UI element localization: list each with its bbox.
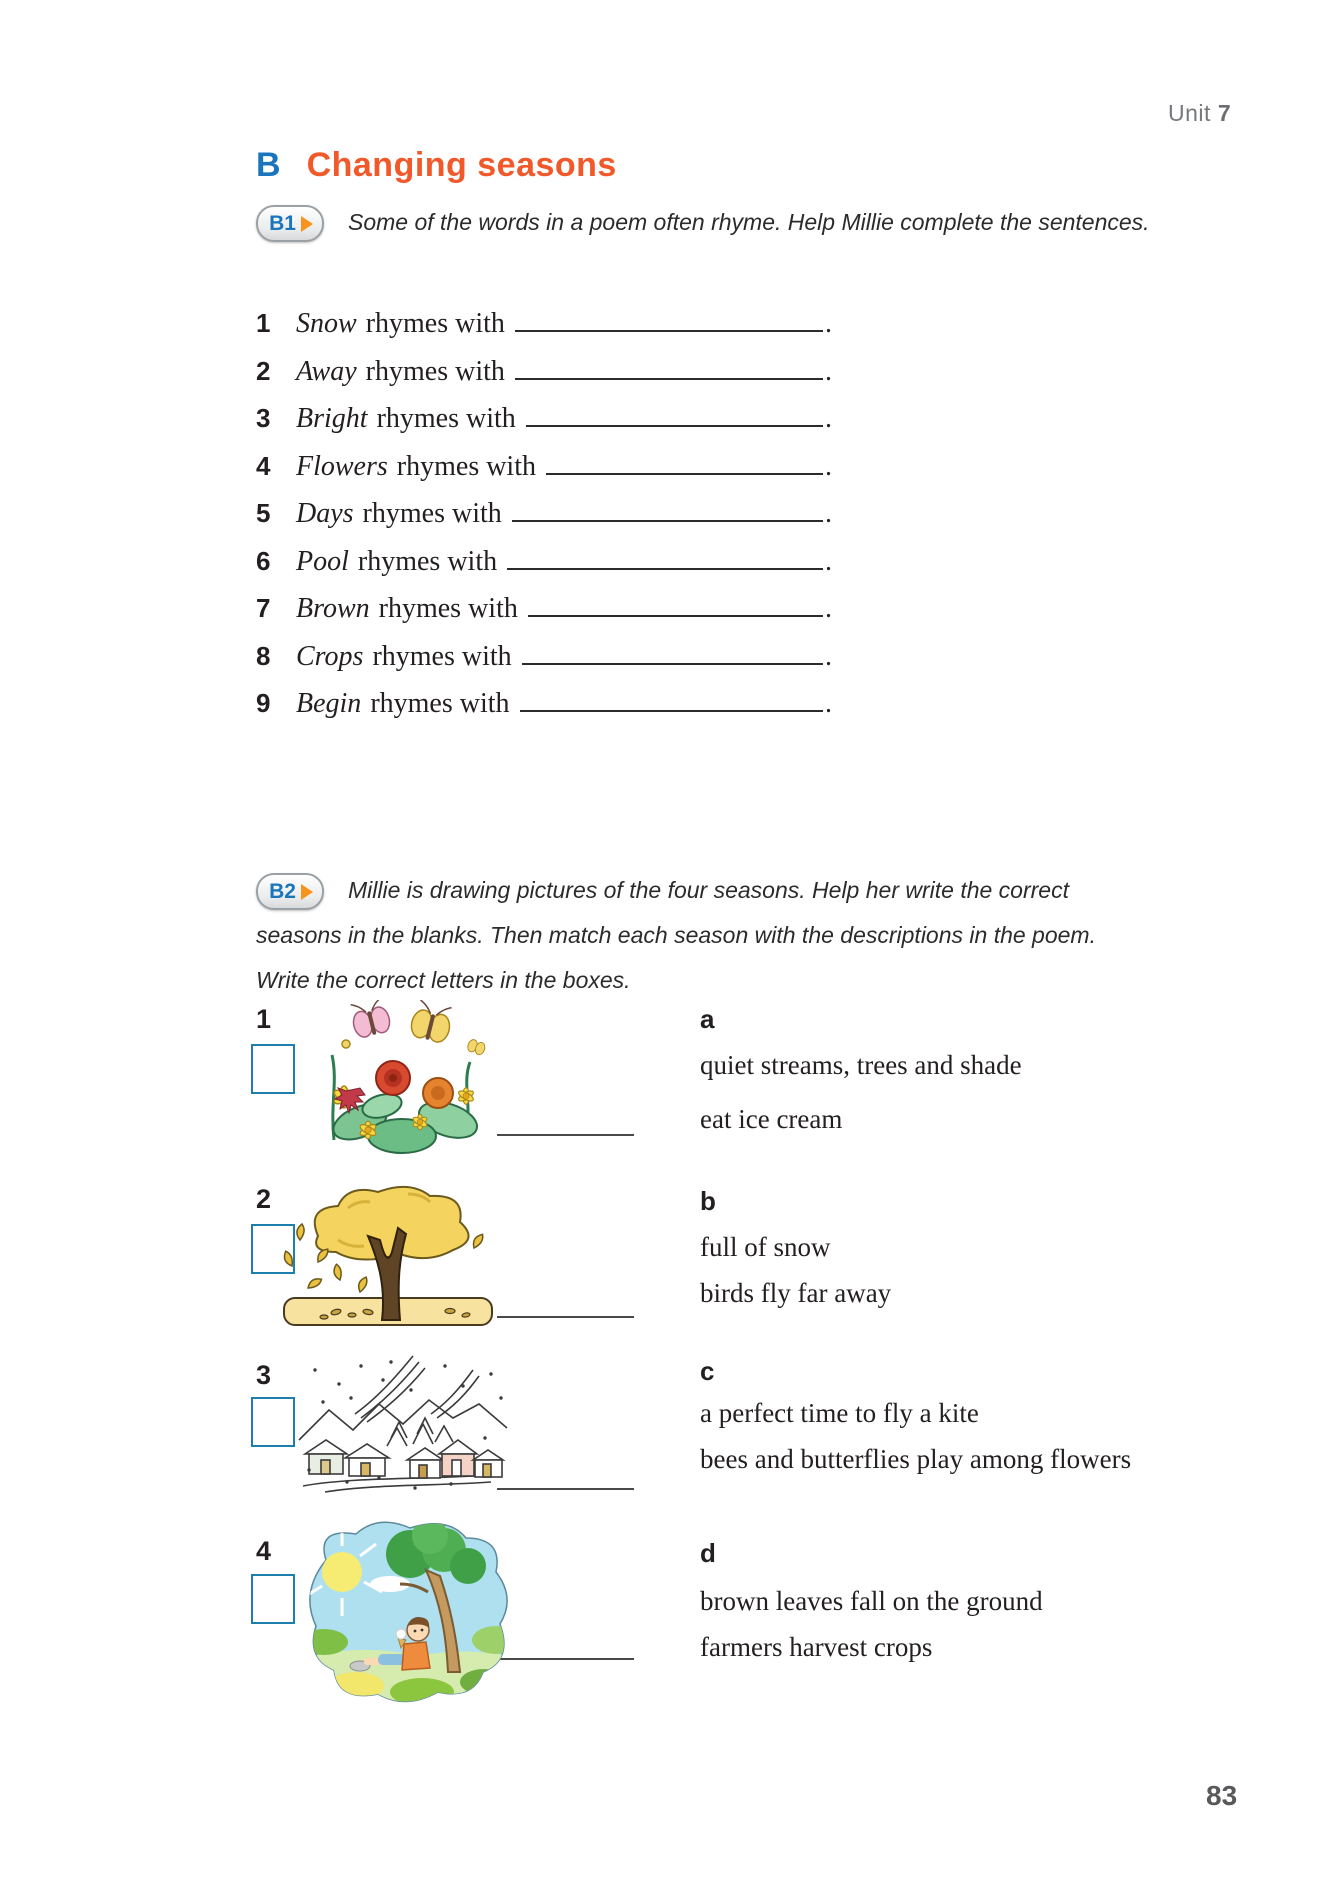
description-letter: b [700, 1186, 716, 1216]
period: . [825, 546, 832, 577]
season-blank-3[interactable] [497, 1488, 634, 1490]
item-text: rhymes with [372, 641, 512, 672]
picture-number: 2 [256, 1184, 272, 1214]
b2-badge [256, 873, 324, 910]
description-line: full of snow [700, 1232, 831, 1262]
item-number: 1 [256, 308, 271, 338]
item-number: 3 [256, 403, 271, 433]
section-heading [256, 146, 617, 185]
b2-instruction-text: Millie is drawing pictures of the four seasons. Help her write the correct seasons in the blanks. Then match each season with the descriptions in the poem. Write the correct letters in the boxes. [256, 877, 1096, 993]
rhyme-word: Begin [296, 688, 362, 719]
item-number: 4 [256, 451, 271, 481]
description-line: birds fly far away [700, 1278, 892, 1308]
rhyme-word: Bright [296, 403, 368, 434]
rhyme-word: Pool [296, 546, 349, 577]
item-text: rhymes with [362, 498, 502, 529]
rhyme-word: Brown [296, 593, 370, 624]
rhyme-word: Flowers [296, 451, 388, 482]
period: . [825, 641, 832, 672]
winter-snowy-village-illustration [295, 1350, 510, 1495]
autumn-tree-with-falling-leaves-illustration [278, 1178, 503, 1330]
unit-label: Unit [1168, 100, 1211, 126]
item-text: rhymes with [378, 593, 518, 624]
b1-instructions [256, 200, 1156, 245]
section-letter: B [256, 146, 281, 184]
b1-item-1 [256, 302, 832, 341]
item-number: 2 [256, 356, 271, 386]
item-text: rhymes with [365, 308, 505, 339]
answer-blank-line[interactable] [526, 397, 823, 427]
answer-box-3[interactable] [251, 1397, 295, 1447]
season-blank-1[interactable] [497, 1134, 634, 1136]
answer-blank-line[interactable] [528, 587, 823, 617]
rhyme-word: Days [296, 498, 354, 529]
answer-box-1[interactable] [251, 1044, 295, 1094]
rhyme-word: Away [296, 356, 357, 387]
period: . [825, 451, 832, 482]
item-text: rhymes with [396, 451, 536, 482]
item-text: rhymes with [357, 546, 498, 577]
section-title: Changing seasons [306, 146, 617, 184]
period: . [825, 308, 832, 339]
item-number: 8 [256, 641, 271, 671]
season-blank-2[interactable] [497, 1316, 634, 1318]
period: . [825, 356, 832, 387]
answer-blank-line[interactable] [515, 350, 823, 380]
answer-blank-line[interactable] [515, 302, 823, 332]
b1-item-3 [256, 397, 832, 436]
b1-item-8 [256, 635, 832, 674]
answer-blank-line[interactable] [512, 492, 823, 522]
item-text: rhymes with [365, 356, 505, 387]
description-letter: d [700, 1538, 716, 1568]
b1-item-5 [256, 492, 832, 531]
spring-flowers-and-butterflies-illustration [298, 1000, 513, 1155]
b1-instruction-text: Some of the words in a poem often rhyme. Help Millie complete the sentences. [348, 209, 1150, 235]
b1-item-2 [256, 350, 832, 389]
b1-item-4 [256, 445, 832, 484]
description-line: brown leaves fall on the ground [700, 1586, 1043, 1616]
item-number: 6 [256, 546, 271, 576]
answer-blank-line[interactable] [520, 682, 823, 712]
b1-item-9 [256, 682, 832, 721]
picture-number: 3 [256, 1360, 272, 1390]
period: . [825, 593, 832, 624]
summer-boy-eating-ice-cream-under-tree-illustration [298, 1520, 518, 1705]
period: . [825, 498, 832, 529]
play-arrow-icon [301, 216, 313, 232]
unit-number: 7 [1217, 100, 1232, 126]
rhyme-word: Crops [296, 641, 364, 672]
description-letter: c [700, 1356, 715, 1386]
b1-badge-label: B1 [269, 212, 296, 235]
b1-badge [256, 205, 324, 242]
period: . [825, 403, 832, 434]
page-number: 83 [1206, 1780, 1238, 1811]
item-text: rhymes with [370, 688, 510, 719]
picture-number: 1 [256, 1004, 272, 1034]
play-arrow-icon [301, 884, 313, 900]
period: . [825, 688, 832, 719]
item-number: 7 [256, 593, 271, 623]
b1-item-7 [256, 587, 832, 626]
description-letter: a [700, 1004, 715, 1034]
answer-box-4[interactable] [251, 1574, 295, 1624]
b2-badge-label: B2 [269, 880, 296, 903]
answer-blank-line[interactable] [546, 445, 823, 475]
picture-number: 4 [256, 1536, 272, 1566]
item-number: 5 [256, 498, 271, 528]
rhyme-word: Snow [296, 308, 357, 339]
description-line: farmers harvest crops [700, 1632, 933, 1662]
item-number: 9 [256, 688, 271, 718]
answer-blank-line[interactable] [522, 635, 823, 665]
description-line: eat ice cream [700, 1104, 843, 1134]
item-text: rhymes with [376, 403, 516, 434]
answer-blank-line[interactable] [507, 540, 823, 570]
description-line: bees and butterflies play among flowers [700, 1444, 1132, 1474]
b1-item-6 [256, 540, 832, 579]
unit-header [1168, 100, 1231, 127]
description-line: a perfect time to fly a kite [700, 1398, 979, 1428]
b2-instructions [256, 868, 1156, 1003]
description-line: quiet streams, trees and shade [700, 1050, 1022, 1080]
